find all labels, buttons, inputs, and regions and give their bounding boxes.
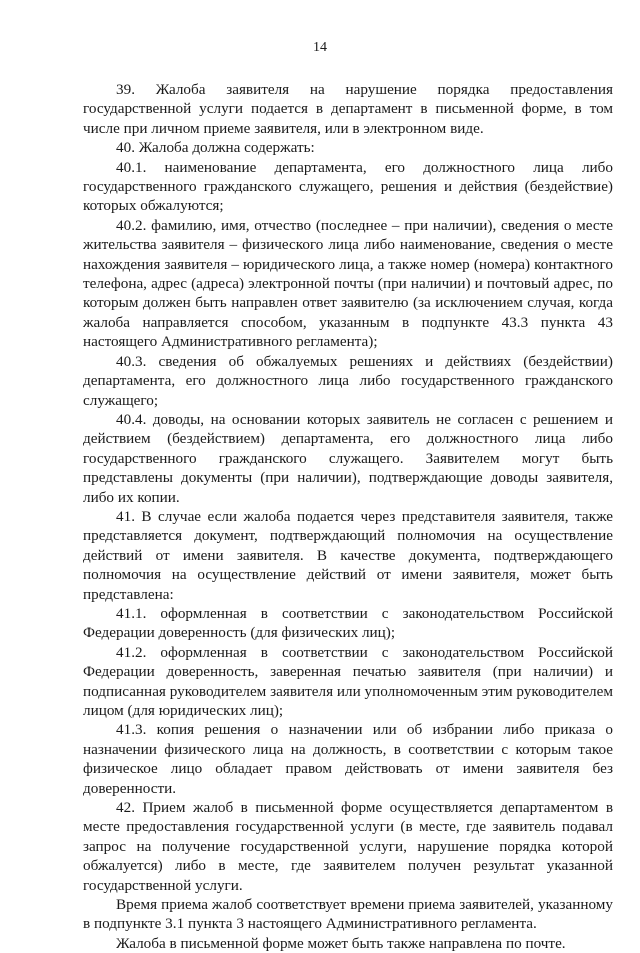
- paragraph-42: 42. Прием жалоб в письменной форме осуществляется департаментом в месте предоставления государственной услуги (в месте, где заявитель подавал запрос на получение государственной услуги, нарушение порядка которой обжалуется) либо в месте, где заявителем получен результат указанной государственной услуги.: [83, 799, 613, 894]
- paragraph-40-1: 40.1. наименование департамента, его должностного лица либо государственного гражданского служащего, решения и действия (бездействие) которых обжалуются;: [83, 158, 613, 215]
- paragraph-postal-complaint: Жалоба в письменной форме может быть также направлена по почте.: [116, 934, 566, 952]
- paragraph-40-2: 40.2. фамилию, имя, отчество (последнее – при наличии), сведения о месте жительства заявителя – физического лица либо наименование, сведения о месте нахождения заявителя – юридического лица, а также номер (номера) контактного телефона, адрес (адреса) электронной почты (при наличии) и почтовый адрес, по которым должен быть направлен ответ заявителю (за исключением случая, когда жалоба направляется способом, указанным в подпункте 43.3 пункта 43 настоящего Административного регламента);: [83, 216, 613, 351]
- paragraph-41-2: 41.2. оформленная в соответствии с законодательством Российской Федерации доверенность, заверенная печатью заявителя (при наличии) и подписанная руководителем заявителя или уполномоченным этим руководителем лицом (для юридических лиц);: [83, 643, 613, 719]
- page-number: 14: [313, 40, 327, 55]
- document-body: [83, 80, 613, 953]
- paragraph-41-1: 41.1. оформленная в соответствии с законодательством Российской Федерации доверенность (для физических лиц);: [83, 604, 613, 642]
- paragraph-39: 39. Жалоба заявителя на нарушение порядка предоставления государственной услуги подается в департамент в письменной форме, в том числе при личном приеме заявителя, или в электронном виде.: [83, 81, 613, 137]
- paragraph-41-3: 41.3. копия решения о назначении или об избрании либо приказа о назначении физического лица на должность, в соответствии с которым такое физическое лицо обладает правом действовать от имени заявителя без доверенности.: [83, 721, 613, 797]
- paragraph-40-4: 40.4. доводы, на основании которых заявитель не согласен с решением и действием (бездействием) департамента, его должностного лица либо государственного гражданского служащего. Заявителем могут быть представлены документы (при наличии), подтверждающие доводы заявителя, либо их копии.: [83, 410, 613, 506]
- paragraph-41: 41. В случае если жалоба подается через представителя заявителя, также представляется документ, подтверждающий полномочия на осуществление действий от имени заявителя. В качестве документа, подтверждающего полномочия на осуществление действий от имени заявителя, может быть представлена:: [83, 507, 613, 603]
- paragraph-40: 40. Жалоба должна содержать:: [116, 139, 315, 157]
- paragraph-40-3: 40.3. сведения об обжалуемых решениях и действиях (бездействии) департамента, его должностного лица либо государственного гражданского служащего;: [83, 352, 613, 409]
- paragraph-reception-time: Время приема жалоб соответствует времени приема заявителей, указанному в подпункте 3.1 пункта 3 настоящего Административного регламента.: [83, 896, 613, 933]
